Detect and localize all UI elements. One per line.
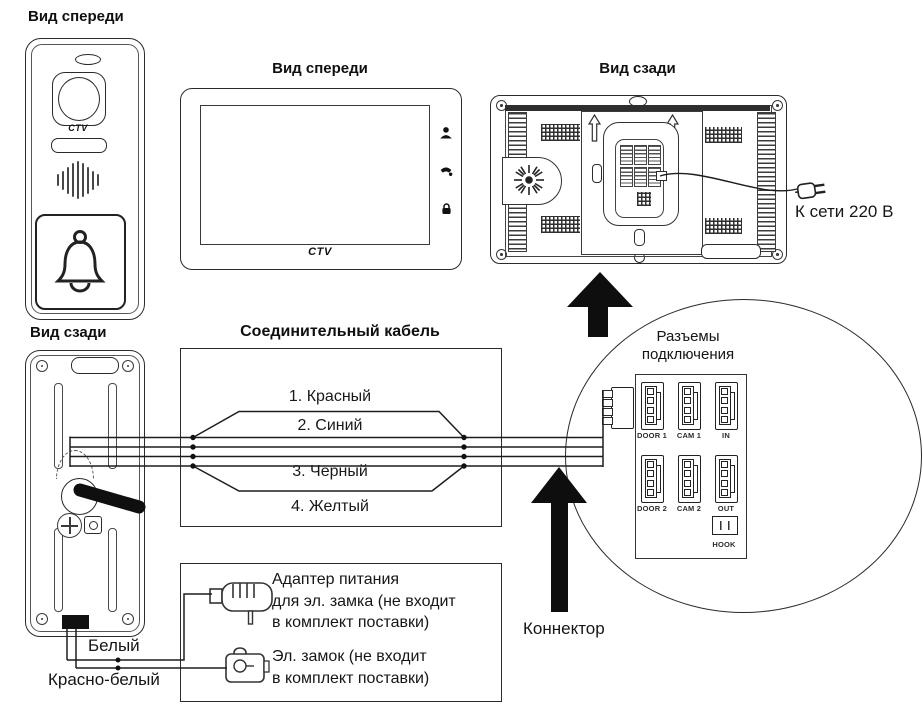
- cable-hole: [61, 478, 98, 515]
- door-lock-icon: [224, 646, 272, 691]
- connector-label: Коннектор: [523, 619, 605, 638]
- connectors-title: Разъемы подключения: [641, 328, 735, 363]
- mounting-screw: [772, 100, 783, 111]
- monitor-back-title: Вид сзади: [599, 60, 676, 77]
- speaker-icon: [512, 163, 546, 202]
- bracket-slot: [634, 229, 645, 246]
- talk-icon[interactable]: [439, 164, 453, 183]
- red-white-wire-label: Красно-белый: [48, 670, 160, 689]
- vent-grid: [705, 218, 742, 234]
- lock-text: Эл. замок (не входит в комплект поставки): [272, 648, 430, 687]
- vent-slot: [108, 383, 117, 469]
- door-panel-front-title: Вид спереди: [28, 8, 124, 25]
- hook-port[interactable]: [712, 516, 738, 535]
- vent-grid: [705, 127, 742, 143]
- speaker-slot: [51, 138, 107, 153]
- cable-wire-label: 4. Желтый: [291, 498, 369, 515]
- vent-grid: [541, 124, 580, 141]
- port-label: DOOR 2: [637, 504, 667, 513]
- mini-port: [620, 145, 633, 165]
- power-adapter-icon: [208, 579, 280, 634]
- side-vent-grille: [757, 112, 776, 252]
- port-block-cam2[interactable]: [678, 455, 701, 503]
- cable-wire-label: 2. Синий: [297, 417, 363, 434]
- wire-outlet: [656, 171, 667, 181]
- adapter-text: Адаптер питания для эл. замка (не входит в комплект поставки): [272, 571, 456, 631]
- connector-arrow: [531, 467, 587, 503]
- vent-slot: [54, 528, 63, 612]
- port-block-in[interactable]: [715, 382, 738, 430]
- phillips-screw: [57, 513, 82, 538]
- monitor-front-title: Вид спереди: [272, 60, 368, 77]
- cable-wire-label: 1. Красный: [288, 388, 372, 405]
- hook-label: HOOK: [712, 540, 736, 549]
- wire-plug-pin: [602, 390, 613, 398]
- port-block-cam1[interactable]: [678, 382, 701, 430]
- mini-port: [620, 167, 633, 187]
- mini-port: [634, 167, 647, 187]
- brand-logo: CTV: [68, 123, 88, 133]
- cable-wire-label: 3. Черный: [292, 463, 368, 480]
- brand-logo: CTV: [308, 246, 332, 258]
- cable-box-title: Соединительный кабель: [240, 323, 440, 340]
- bottom-cover-tab: [701, 244, 761, 259]
- mounting-screw: [36, 360, 48, 372]
- power-label: К сети 220 В: [795, 202, 894, 221]
- mini-port: [634, 145, 647, 165]
- mini-port: [648, 145, 661, 165]
- port-label: CAM 2: [676, 504, 702, 513]
- port-block-door2[interactable]: [641, 455, 664, 503]
- port-block-door1[interactable]: [641, 382, 664, 430]
- up-arrow-stem: [588, 306, 608, 337]
- speaker-grille: [56, 160, 100, 200]
- light-sensor: [75, 54, 101, 65]
- label-sticker: [637, 192, 651, 206]
- terminal-screw-pin: [89, 521, 98, 530]
- up-arrow-marking: [588, 114, 601, 147]
- bell-button[interactable]: [35, 214, 126, 310]
- mounting-screw: [122, 613, 134, 625]
- lock-icon[interactable]: [440, 202, 453, 221]
- bottom-cable-connector: [62, 615, 89, 629]
- connector-arrow-stem: [551, 502, 568, 612]
- port-label: OUT: [717, 504, 735, 513]
- up-arrow: [567, 272, 633, 307]
- mounting-screw: [122, 360, 134, 372]
- wire-plug: [611, 387, 634, 429]
- port-label: IN: [722, 431, 730, 440]
- port-block-out[interactable]: [715, 455, 738, 503]
- vent-grid: [541, 216, 580, 233]
- mounting-screw: [36, 613, 48, 625]
- door-panel-back-title: Вид сзади: [30, 324, 107, 341]
- person-icon[interactable]: [439, 126, 453, 145]
- port-label: CAM 1: [676, 431, 702, 440]
- bracket-slot: [592, 164, 602, 183]
- wire-plug-pin: [602, 417, 613, 425]
- wire-plug-pin: [602, 408, 613, 416]
- port-label: DOOR 1: [637, 431, 667, 440]
- bell-icon: [53, 229, 107, 300]
- vent-slot: [108, 528, 117, 612]
- wire-plug-pin: [602, 399, 613, 407]
- camera-lens: [58, 77, 100, 121]
- monitor-screen: [200, 105, 430, 245]
- hanger-slot: [71, 357, 119, 374]
- white-wire-label: Белый: [88, 636, 140, 655]
